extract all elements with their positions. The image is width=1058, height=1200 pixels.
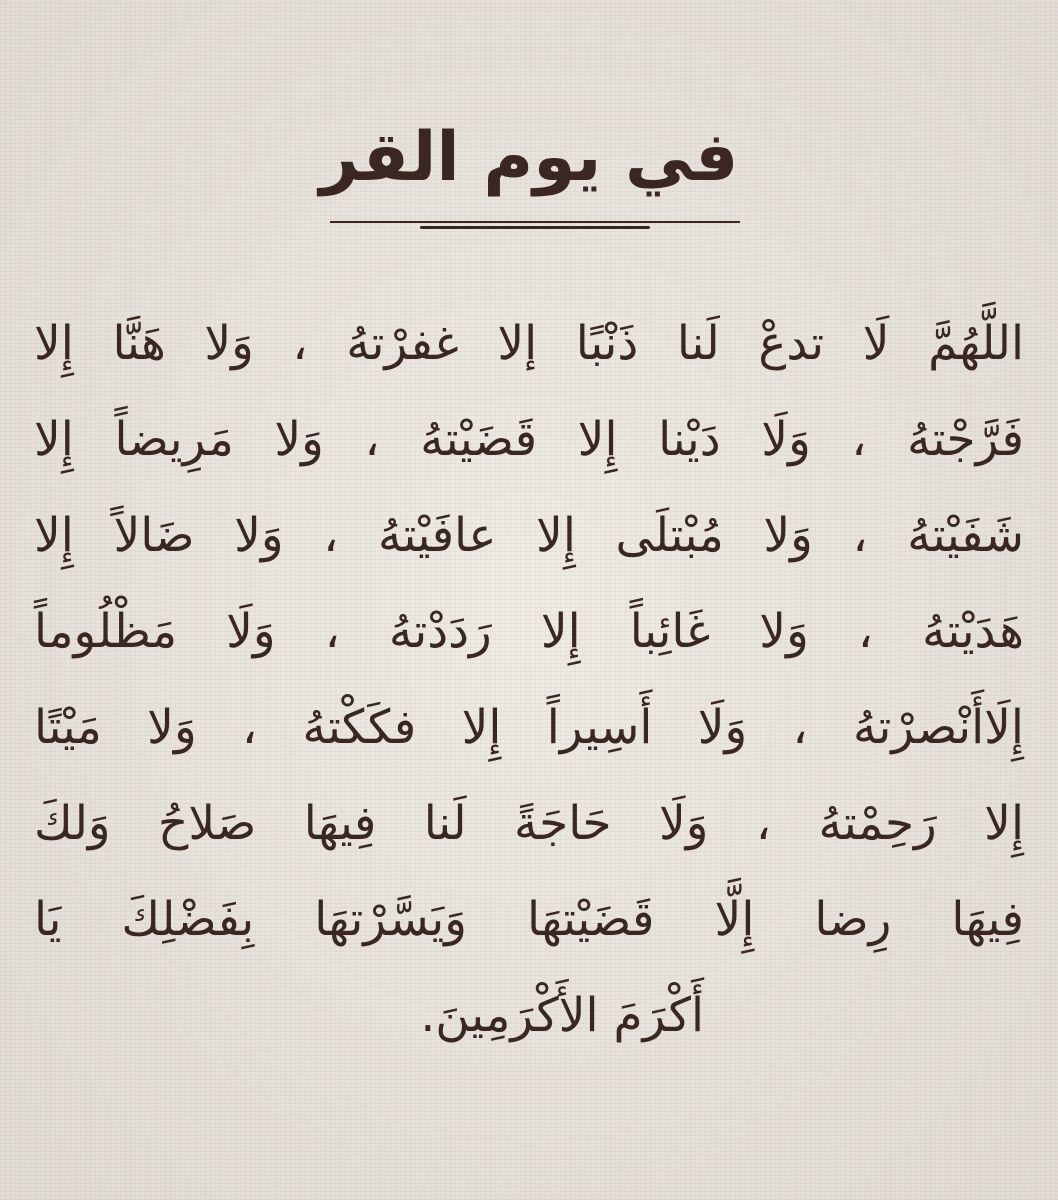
text-line-8-row	[34, 968, 1024, 1064]
text-line-6: إِلا رَحِمْتهُ ، وَلَا حَاجَةً لَنا فِيهَا صَلاحُ وَلكَ	[34, 796, 1024, 851]
page-title: في يوم القر	[319, 118, 739, 197]
text-line-7: فِيهَا رِضا إِلَّا قَضَيْتهَا وَيَسَّرْتهَا بِفَضْلِكَ يَا	[34, 892, 1024, 947]
divider-line-bottom	[420, 226, 650, 229]
text-line-2: فَرَّجْتهُ ، وَلَا دَيْنا إِلا قَضَيْتهُ ، وَلا مَرِيضاً إِلا	[34, 412, 1024, 467]
text-line-8: أَكْرَمَ الأَكْرَمِينَ.	[420, 988, 704, 1043]
text-line-1: اللَّهُمَّ لَا تدعْ لَنا ذَنْبًا إلا غفرْتهُ ، وَلا هَنَّا إِلا	[34, 316, 1024, 371]
text-line-3: شَفَيْتهُ ، وَلا مُبْتلَى إِلا عافَيْتهُ ، وَلا ضَالاً إِلا	[34, 508, 1024, 563]
title-divider	[330, 218, 740, 230]
divider-line-top	[330, 221, 740, 223]
text-line-5: إِلَاأَنْصرْتهُ ، وَلَا أَسِيراً إِلا فكَكْتهُ ، وَلا مَيْتًا	[34, 700, 1024, 755]
text-line-4: هَدَيْتهُ ، وَلا غَائِباً إِلا رَدَدْتهُ ، وَلَا مَظْلُوماً	[34, 604, 1024, 659]
supplication-text	[34, 296, 1024, 1064]
